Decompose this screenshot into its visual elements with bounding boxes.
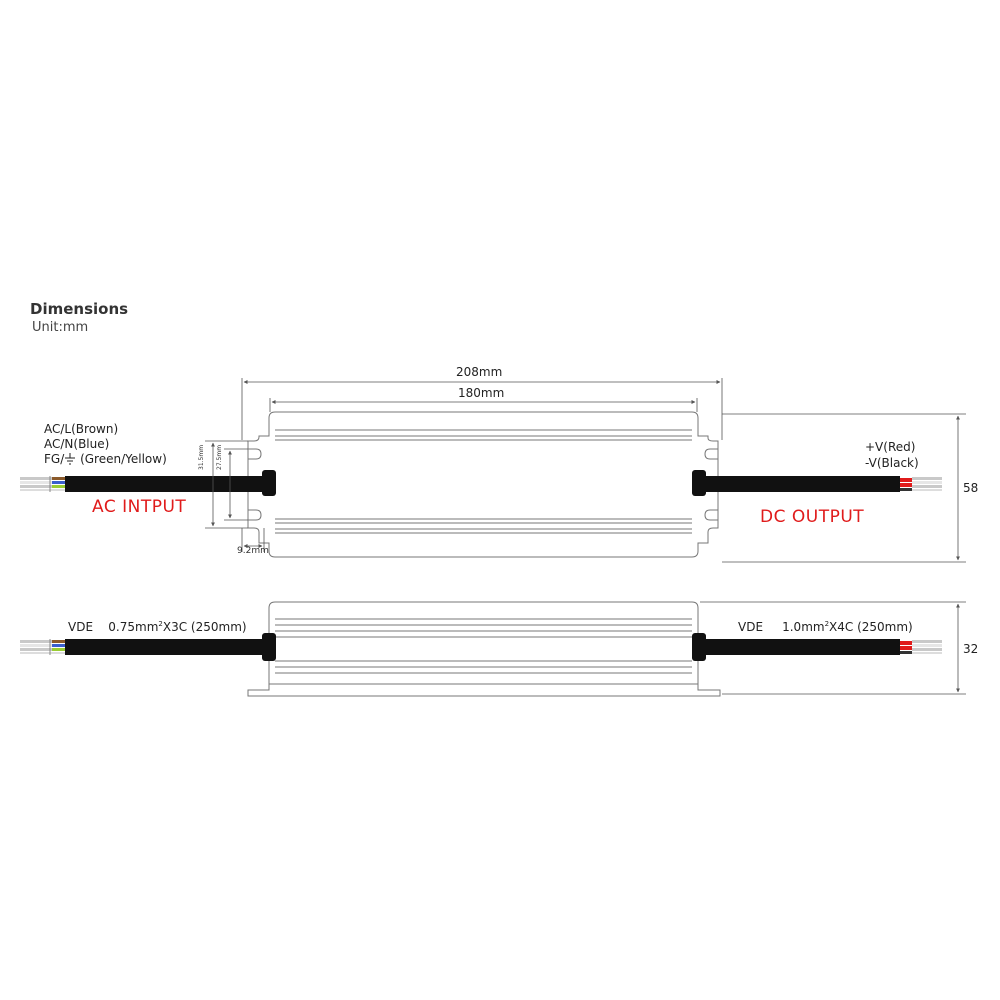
side-input-cable [20,633,276,661]
side-body-outline [248,602,720,696]
output-cable-spec [738,620,913,634]
side-view [248,602,720,696]
input-wire-label-3 [44,452,167,466]
dim-total-length: 208mm [456,365,503,379]
input-wire-label-3-suffix: (Green/Yellow) [76,452,167,466]
ground-symbol-icon [64,453,76,465]
mount-slot-left-bottom [248,510,261,520]
input-cable-size: 0.75mm [108,620,159,634]
dim-inner-1: 31.5mm [198,444,205,470]
mount-slot-right-bottom [705,510,718,520]
input-cable-desc: X3C (250mm) [162,620,247,634]
input-wire-label-3-prefix: FG/ [44,452,65,466]
input-wire-label-1: AC/L(Brown) [44,422,119,436]
mount-slot-left-top [248,449,261,459]
dc-output-label: DC OUTPUT [760,507,865,527]
input-cert: VDE [68,620,94,634]
ac-input-label: AC INTPUT [92,497,187,517]
output-cable-size: 1.0mm [782,620,825,634]
dim-height: 58 [963,481,979,495]
output-wire-label-2: -V(Black) [865,456,919,470]
output-wire-label-1: +V(Red) [865,440,916,454]
input-wire-label-2: AC/N(Blue) [44,437,110,451]
side-output-cable [692,633,942,661]
page-title: Dimensions [30,300,129,318]
unit-label: Unit:mm [32,320,89,335]
dim-body-length: 180mm [458,386,505,400]
input-cable-spec [68,620,247,634]
top-output-cable [692,470,942,496]
output-cable-desc: X4C (250mm) [829,620,913,634]
dim-depth: 32 [963,642,979,656]
top-view [248,412,718,557]
top-body-outline [248,412,718,557]
dim-inner-2: 27.5mm [216,444,223,470]
output-cable-sup: 2 [824,620,830,628]
input-cable-sup: 2 [158,620,163,628]
output-cert: VDE [738,620,764,634]
top-input-cable [20,470,276,496]
mount-slot-right-top [705,449,718,459]
dim-mount-hole: 9.2mm [237,546,269,556]
